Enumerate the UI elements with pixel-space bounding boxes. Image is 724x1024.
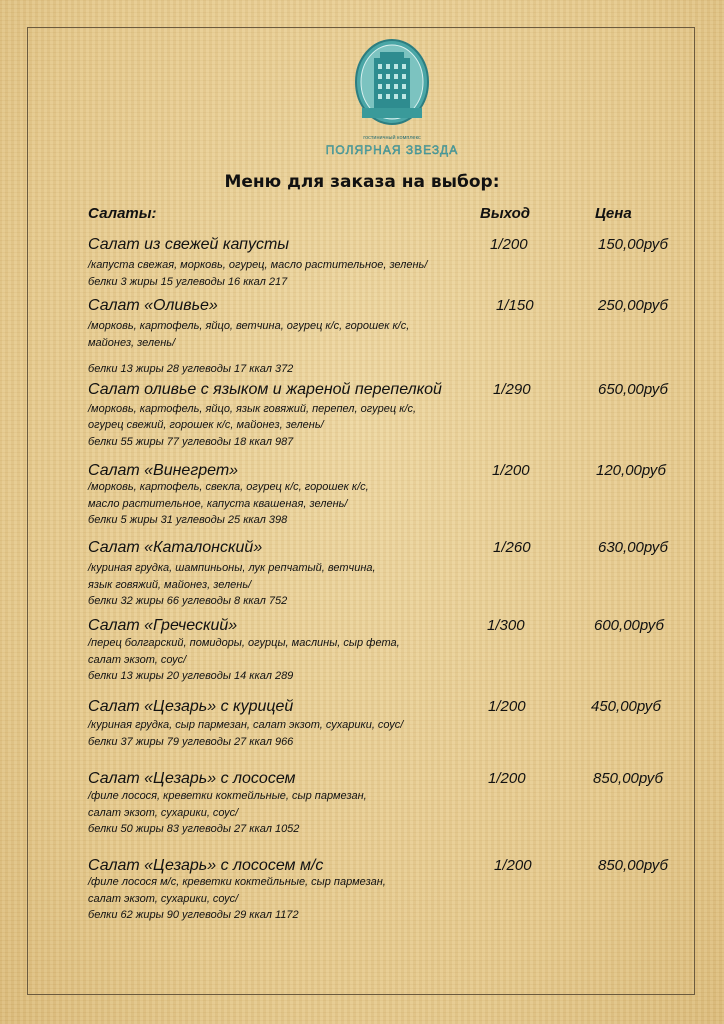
item-description-line: огурец свежий, горошек к/с, майонез, зелень/: [88, 419, 324, 431]
output-column-header: Выход: [480, 205, 531, 222]
section-heading: Салаты:: [88, 205, 157, 222]
item-price: 850,00руб: [598, 857, 668, 874]
item-name: Салат «Цезарь» с курицей: [88, 698, 294, 715]
item-price: 120,00руб: [596, 462, 666, 479]
item-description-line: салат экзот, соус/: [88, 654, 187, 666]
item-name: Салат «Винегрет»: [88, 462, 239, 479]
item-description-line: /перец болгарский, помидоры, огурцы, маслины, сыр фета,: [88, 637, 400, 649]
item-description-line: белки 13 жиры 28 углеводы 17 ккал 372: [88, 363, 294, 375]
hotel-logo: [322, 38, 462, 162]
item-price: 450,00руб: [591, 698, 661, 715]
item-description-line: /морковь, картофель, свекла, огурец к/с, горошек к/с,: [88, 481, 369, 493]
item-description-line: /филе лосося м/с, креветки коктейльные, сыр пармезан,: [88, 876, 386, 888]
item-description-line: /морковь, картофель, яйцо, язык говяжий, перепел, огурец к/с,: [88, 403, 417, 415]
item-price: 650,00руб: [598, 381, 668, 398]
page-title: Меню для заказа на выбор:: [224, 172, 500, 192]
price-column-header: Цена: [595, 205, 632, 222]
item-price: 630,00руб: [598, 539, 668, 556]
logo-name: ПОЛЯРНАЯ ЗВЕЗДА: [325, 143, 459, 157]
item-output: 1/260: [493, 539, 531, 556]
item-description-line: белки 55 жиры 77 углеводы 18 ккал 987: [88, 436, 294, 448]
item-price: 250,00руб: [598, 297, 668, 314]
item-name: Салат «Цезарь» с лососем м/с: [88, 857, 324, 874]
item-description-line: белки 50 жиры 83 углеводы 27 ккал 1052: [88, 823, 300, 835]
item-output: 1/290: [493, 381, 531, 398]
item-description-line: белки 3 жиры 15 углеводы 16 ккал 217: [88, 276, 288, 288]
item-name: Салат из свежей капусты: [88, 236, 290, 253]
item-output: 1/200: [488, 770, 526, 787]
item-description-line: /куриная грудка, сыр пармезан, салат экзот, сухарики, соус/: [88, 719, 404, 731]
item-output: 1/300: [487, 617, 525, 634]
item-description-line: белки 37 жиры 79 углеводы 27 ккал 966: [88, 736, 294, 748]
item-description-line: масло растительное, капуста квашеная, зелень/: [88, 498, 348, 510]
item-name: Салат «Каталонский»: [88, 539, 263, 556]
item-description-line: /морковь, картофель, яйцо, ветчина, огурец к/с, горошек к/с,: [88, 320, 410, 332]
item-name: Салат «Цезарь» с лососем: [88, 770, 296, 787]
item-description-line: белки 5 жиры 31 углеводы 25 ккал 398: [88, 514, 288, 526]
item-name: Салат оливье с языком и жареной перепелкой: [88, 381, 442, 398]
item-output: 1/200: [494, 857, 532, 874]
item-name: Салат «Греческий»: [88, 617, 238, 634]
item-description-line: майонез, зелень/: [88, 337, 176, 349]
item-price: 850,00руб: [593, 770, 663, 787]
item-name: Салат «Оливье»: [88, 297, 218, 314]
item-output: 1/200: [490, 236, 528, 253]
item-output: 1/200: [492, 462, 530, 479]
logo-subtitle: гостиничный комплекс: [363, 135, 421, 141]
item-output: 1/150: [496, 297, 534, 314]
item-description-line: /капуста свежая, морковь, огурец, масло растительное, зелень/: [88, 259, 428, 271]
item-description-line: белки 62 жиры 90 углеводы 29 ккал 1172: [88, 909, 299, 921]
item-description-line: белки 32 жиры 66 углеводы 8 ккал 752: [88, 595, 288, 607]
item-description-line: /филе лосося, креветки коктейльные, сыр пармезан,: [88, 790, 367, 802]
item-description-line: белки 13 жиры 20 углеводы 14 ккал 289: [88, 670, 294, 682]
item-description-line: салат экзот, сухарики, соус/: [88, 893, 239, 905]
item-price: 150,00руб: [598, 236, 668, 253]
building-icon: [322, 38, 462, 162]
item-output: 1/200: [488, 698, 526, 715]
item-description-line: салат экзот, сухарики, соус/: [88, 807, 239, 819]
item-description-line: язык говяжий, майонез, зелень/: [88, 579, 252, 591]
item-description-line: /куриная грудка, шампиньоны, лук репчатый, ветчина,: [88, 562, 376, 574]
item-price: 600,00руб: [594, 617, 664, 634]
